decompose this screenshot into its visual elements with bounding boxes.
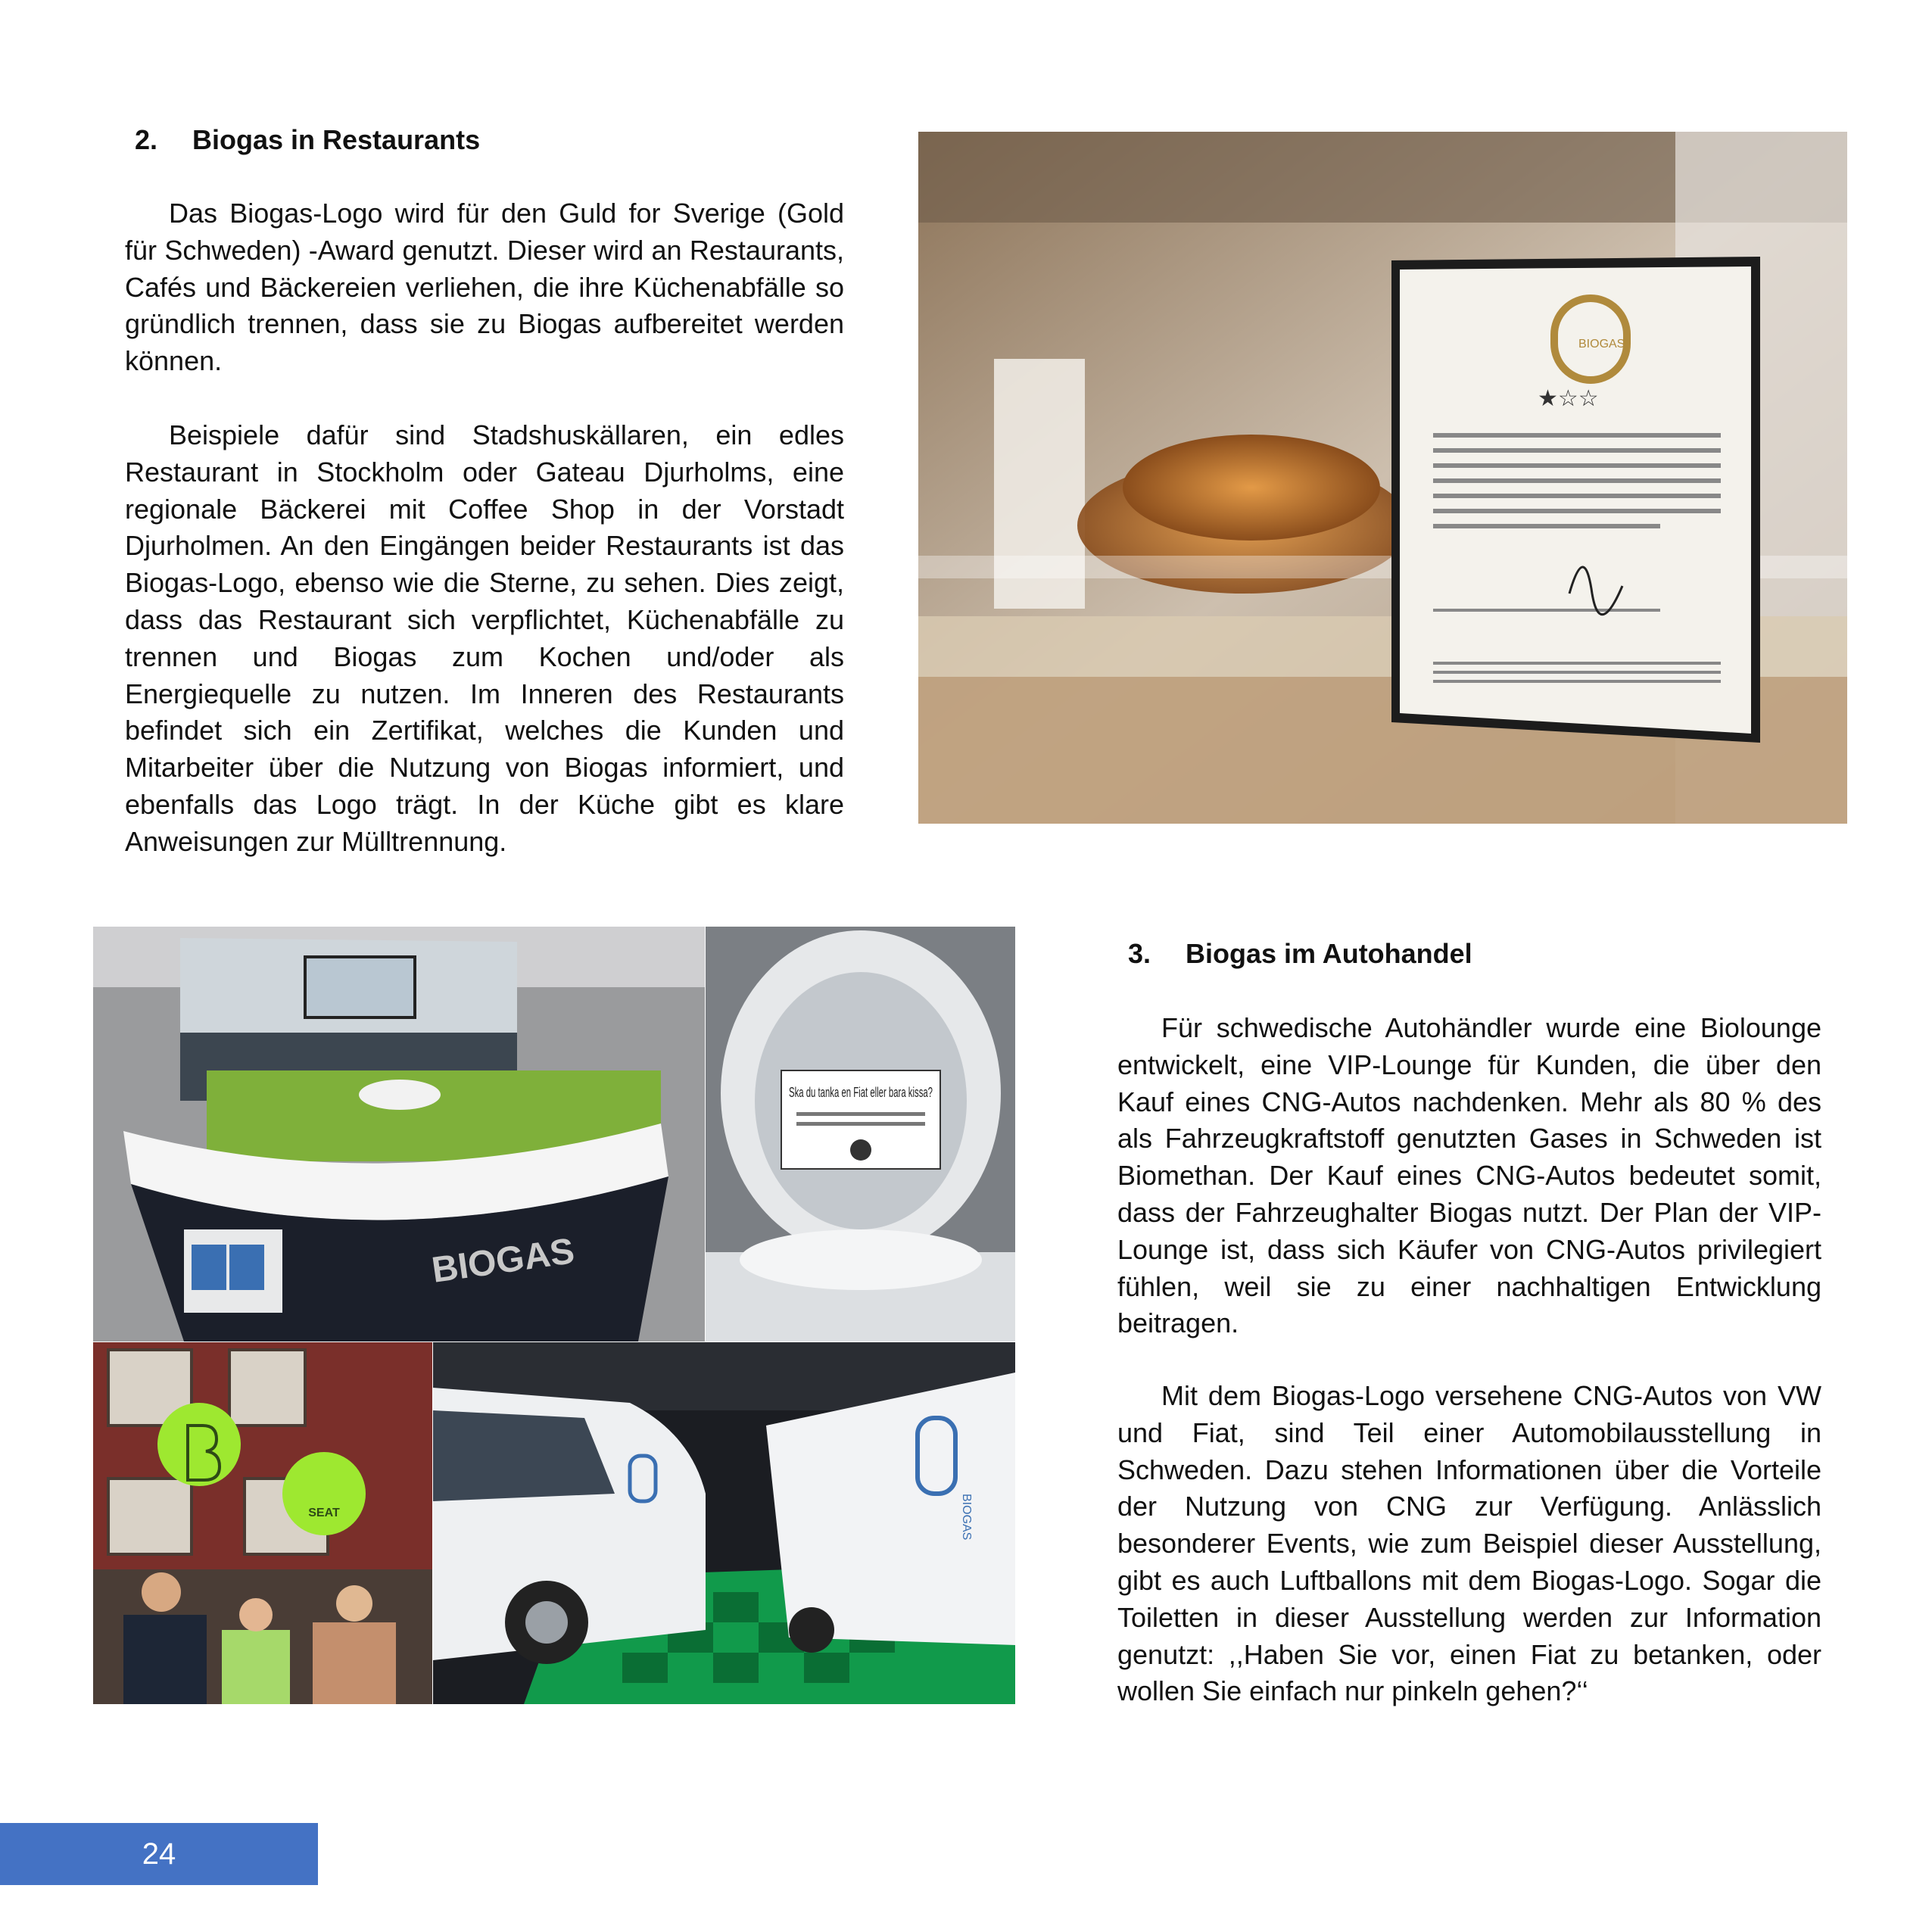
certificate-logo-text: BIOGAS xyxy=(1578,338,1625,351)
lounge-photo xyxy=(93,927,705,1341)
balloons-photo xyxy=(93,1342,432,1704)
page-number: 24 xyxy=(142,1837,176,1871)
section-2-heading xyxy=(135,123,480,157)
certificate-stars: ★☆☆ xyxy=(1538,385,1599,412)
section-3-title: Biogas im Autohandel xyxy=(1186,938,1472,969)
section-2-title: Biogas in Restaurants xyxy=(192,124,481,155)
section-3-heading xyxy=(1128,937,1472,971)
section-3-paragraph-2: Mit dem Biogas-Logo versehene CNG-Autos von VW und Fiat, sind Teil einer Automobilausstellung in Schweden. Dazu stehen Informationen über die Vorteile der Nutzung von CNG zur Verfügung. Anlässlich besonderer Events, wie zum Beispiel dieser Ausstellung, gibt es auch Luftballons mit dem Biogas-Logo. Sogar die Toiletten in dieser Ausstellung werden zur Information genutzt: ,,Haben Sie vor, einen Fiat zu betanken, oder wollen Sie einfach nur pinkeln gehen?‘‘ xyxy=(1117,1380,1821,1707)
section-2-paragraph-1: Das Biogas-Logo wird für den Guld for Sverige (Gold für Schweden) -Award genutzt. Dieser wird an Restaurants, Cafés und Bäckereien verliehen, die ihre Küchenabfälle so gründlich trennen, dass sie zu Biogas aufbereitet werden können. xyxy=(125,198,844,377)
vans-photo xyxy=(433,1342,1015,1704)
lounge-counter-text: BIOGAS xyxy=(429,1231,578,1291)
section-3-number: 3. xyxy=(1128,938,1151,969)
section-2-number: 2. xyxy=(135,124,158,155)
balloon-text: SEAT xyxy=(308,1507,340,1519)
toilet-photo xyxy=(706,927,1015,1341)
van-logo-text: BIOGAS xyxy=(960,1494,973,1541)
section-2-paragraph-2: Beispiele dafür sind Stadshuskällaren, ein edles Restaurant in Stockholm oder Gateau Djurholms, eine regionale Bäckerei mit Coffee Shop in der Vorstadt Djurholmen. An den Eingängen beider Restaurants ist das Biogas-Logo, ebenso wie die Sterne, zu sehen. Dies zeigt, dass das Restaurant sich verpflichtet, Küchenabfälle zu trennen und Biogas zum Kochen und/oder als Energiequelle zu nutzen. Im Inneren des Restaurants befindet sich ein Zertifikat, welches die Kunden und Mitarbeiter über die Nutzung von Biogas informiert, und ebenfalls das Logo trägt. In der Küche gibt es klare Anweisungen zur Mülltrennung. xyxy=(125,419,844,857)
section-3-paragraph-1: Für schwedische Autohändler wurde eine Biolounge entwickelt, eine VIP-Lounge für Kunden, die über den Kauf eines CNG-Autos nachdenken. Mehr als 80 % des als Fahrzeugkraftstoff genutzten Gases in Schweden ist Biomethan. Der Kauf eines CNG-Autos bedeutet somit, dass der Fahrzeughalter Biogas nutzt. Der Plan der VIP-Lounge ist, dass sich Käufer von CNG-Autos privilegiert fühlen, weil sie zu einer nachhaltigen Entwicklung beitragen. xyxy=(1117,1012,1821,1339)
certificate-photo xyxy=(918,132,1847,824)
toilet-sign-text: Ska du tanka en Fiat eller bara kissa? xyxy=(789,1085,933,1100)
